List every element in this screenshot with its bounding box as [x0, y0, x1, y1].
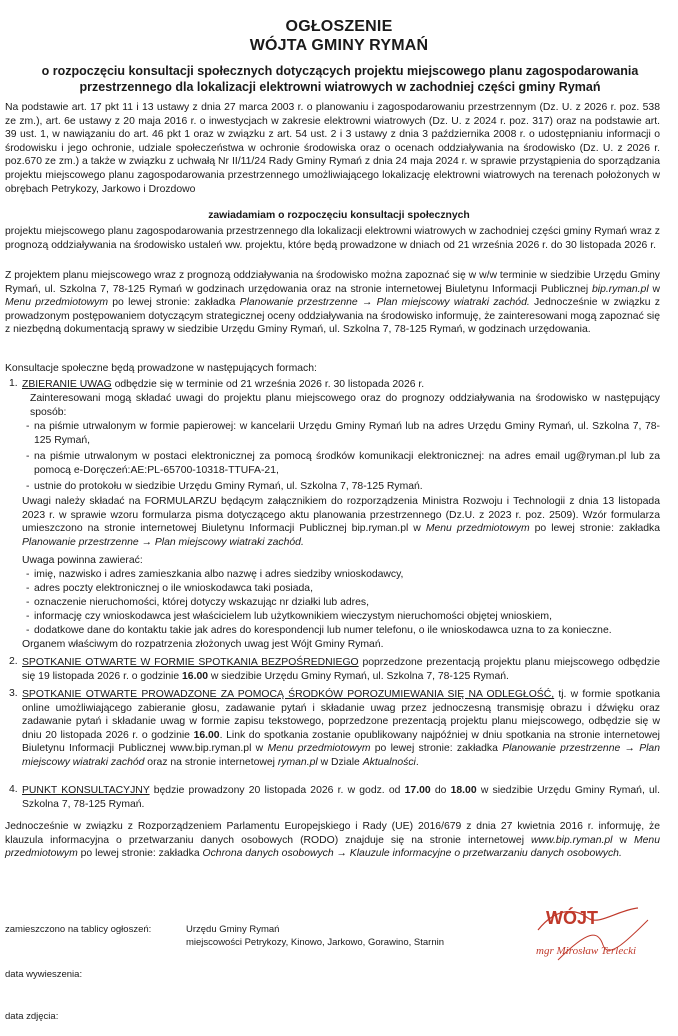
- placed-villages: miejscowości Petrykozy, Kinowo, Jarkowo, Gorawino, Starnin: [186, 937, 445, 948]
- mayor-signature-stamp: [528, 900, 678, 970]
- must-contain-label: Uwaga powinna zawierać:: [22, 555, 143, 566]
- item-4-number: 4.: [9, 784, 18, 795]
- item-4-text: PUNKT KONSULTACYJNY będzie prowadzony 20 listopada 2026 r. w godz. od 17.00 do 18.00 w siedzibie Urzędu Gminy Rymań, ul. Szkolna 7, 78-125 Rymań.: [22, 785, 660, 810]
- bullet-dash: -: [26, 569, 30, 580]
- way-electronic: na piśmie utrwalonym w postaci elektronicznej za pomocą środków komunikacji elektronicznej: na adres email ug@ryman.pl lub za pomocą e-Doręczeń:AE:PL-65700-10318-TTUFA-21,: [34, 451, 660, 476]
- access-paragraph: Z projektem planu miejscowego wraz z prognozą oddziaływania na środowisko można zapoznać się w w/w terminie w siedzibie Urzędu Gminy Rymań, ul. Szkolna 7, 78-125 Rymań w godzinach urzędowania oraz na stronie internetowej Biuletynu Informacji Publicznej bip.ryman.pl w Menu przedmiotowym po lewej stronie: zakładka Planowanie przestrzenne → Plan miejscowy wiatraki zachód. Jednocześnie w związku z prowadzonym postępowaniem dotyczącym strategicznej oceny oddziaływania na środowisko informuję, że zainteresowani mogą zapoznać się z niezbędną dokumentacją sprawy w siedzibie Urzędu Gminy Rymań, ul. Szkolna 7, 78-125 Rymań, w godzinach urzędowania.: [5, 270, 660, 336]
- item-3-number: 3.: [9, 688, 18, 699]
- stamp-title: WÓJT: [546, 908, 598, 928]
- project-paragraph: projektu miejscowego planu zagospodarowania przestrzennego dla lokalizacji elektrowni wiatrowych w zachodniej części gminy Rymań wraz z prognozą oddziaływania na środowisko ustaleń ww. projektu, które będą prowadzone w dniach od 21 września 2026 r. do 30 listopada 2026 r.: [5, 226, 660, 251]
- placed-office: Urzędu Gminy Rymań: [186, 924, 280, 935]
- field-email: adres poczty elektronicznej o ile wnioskodawca taki posiada,: [34, 583, 313, 594]
- competent-authority: Organem właściwym do rozpatrzenia złożonych uwag jest Wójt Gminy Rymań.: [22, 639, 384, 650]
- item-2-number: 2.: [9, 656, 18, 667]
- title-announcement: OGŁOSZENIE: [285, 18, 393, 35]
- item-2-text: SPOTKANIE OTWARTE W FORMIE SPOTKANIA BEZPOŚREDNIEGO poprzedzone prezentacją projektu planu miejscowego odbędzie się 19 listopada 2026 r. o godzinie 16.00 w siedzibie Urzędu Gminy Rymań, ul. Szkolna 7, 78-125 Rymań.: [22, 657, 660, 682]
- bullet-dash: -: [26, 421, 30, 432]
- bullet-dash: -: [26, 481, 30, 492]
- bullet-dash: -: [26, 611, 30, 622]
- rodo-paragraph: Jednocześnie w związku z Rozporządzeniem Parlamentu Europejskiego i Rady (UE) 2016/679 z dnia 27 kwietnia 2016 r. informuję, że klauzula informacyjna o przetwarzaniu danych osobowych (RODO) znajduje się na stronie internetowej www.bip.ryman.pl w Menu przedmiotowym po lewej stronie: zakładka Ochrona danych osobowych → Klauzule informacyjne o przetwarzaniu danych osobowych.: [5, 821, 660, 860]
- item-1-heading: ZBIERANIE UWAG odbędzie się w terminie od 21 września 2026 r. 30 listopada 2026 r.: [22, 379, 425, 390]
- way-paper: na piśmie utrwalonym w formie papierowej: w kancelarii Urzędu Gminy Rymań lub na adres Urzędu Gminy Rymań, ul. Szkolna 7, 78-125 Rymań,: [34, 421, 660, 446]
- bullet-dash: -: [26, 625, 30, 636]
- field-name: imię, nazwisko i adres zamieszkania albo nazwę i adres siedziby wnioskodawcy,: [34, 569, 404, 580]
- field-property: oznaczenie nieruchomości, której dotyczy wskazując nr działki lub adres,: [34, 597, 369, 608]
- item-1-lead: Zainteresowani mogą składać uwagi do projektu planu miejscowego oraz do prognozy oddziaływania na środowisko w następujący sposób:: [30, 393, 660, 418]
- subtitle-line-2: przestrzennego dla lokalizacji elektrowni wiatrowych w zachodniej części gminy Rymań: [79, 80, 601, 94]
- date-removed-label: data zdjęcia:: [5, 1011, 59, 1022]
- title-mayor: WÓJTA GMINY RYMAŃ: [249, 37, 429, 54]
- legal-basis-paragraph: Na podstawie art. 17 pkt 11 i 13 ustawy z dnia 27 marca 2003 r. o planowaniu i zagospodarowaniu przestrzennym (Dz. U. z 2026 r. poz. 538 ze zm.), art. 6e ustawy z 20 maja 2016 r. o inwestycjach w zakresie elektrowni wiatrowych (Dz. U. z 2024 r. poz. 317) oraz na podstawie art. 39 ust. 1, w nawiązaniu do art. 46 pkt 1 oraz w związku z art. 54 ust. 2 i 3 ustawy z dnia 3 października 2008 r. o udostępnianiu informacji o środowisku i jego ochronie, udziale społeczeństwa w ochronie środowiska oraz o ocenach oddziaływania na środowisko (Dz. U. z 2026 r. poz.670 ze zm.) a także w związku z uchwałą Nr II/11/24 Rady Gminy Rymań z dnia 24 maja 2024 r. w sprawie przystąpienia do sporządzania projektu miejscowego planu zagospodarowania przestrzennego umożliwiającego lokalizację elektrowni wiatrowych na terenach położonych w obrębach Petrykozy, Jarkowo i Drozdowo: [5, 102, 660, 195]
- placed-on-board-label: zamieszczono na tablicy ogłoszeń:: [5, 924, 152, 935]
- field-contact: dodatkowe dane do kontaktu takie jak adres do korespondencji lub numer telefonu, o ile wnioskodawca uzna to za konieczne.: [34, 625, 612, 636]
- announce-heading: zawiadamiam o rozpoczęciu konsultacji społecznych: [208, 210, 470, 221]
- subtitle-line-1: o rozpoczęciu konsultacji społecznych dotyczących projektu miejscowego planu zagospodarowania: [41, 64, 639, 78]
- field-ownership: informację czy wnioskodawca jest właścicielem lub użytkownikiem wieczystym nieruchomości objętej wnioskiem,: [34, 611, 552, 622]
- item-1-number: 1.: [9, 378, 18, 389]
- date-posted-label: data wywieszenia:: [5, 969, 83, 980]
- forms-intro: Konsultacje społeczne będą prowadzone w następujących formach:: [5, 363, 317, 374]
- way-oral: ustnie do protokołu w siedzibie Urzędu Gminy Rymań, ul. Szkolna 7, 78-125 Rymań.: [34, 481, 423, 492]
- stamp-name: mgr Mirosław Terlecki: [536, 945, 637, 957]
- bullet-dash: -: [26, 597, 30, 608]
- bullet-dash: -: [26, 451, 30, 462]
- form-paragraph: Uwagi należy składać na FORMULARZU będącym załącznikiem do rozporządzenia Ministra Rozwoju i Technologii z dnia 13 listopada 2023 r. w sprawie wzoru formularza pisma dotyczącego aktu planowania przestrzennego (Dz.U. z 2023 r. poz. 2509). Wzór formularza umieszczono na stronie internetowej Biuletynu Informacji Publicznej bip.ryman.pl w Menu przedmiotowym po lewej stronie: zakładka Planowanie przestrzenne → Plan miejscowy wiatraki zachód.: [22, 496, 660, 548]
- bullet-dash: -: [26, 583, 30, 594]
- item-3-text: SPOTKANIE OTWARTE PROWADZONE ZA POMOCĄ ŚRODKÓW POROZUMIEWANIA SIĘ NA ODLEGŁOŚĆ, tj. w formie spotkania online umożliwiającego zabieranie głosu, zadawanie pytań i składanie uwag przez jednoczesną transmisję obrazu i dźwięku oraz zadawanie pytań i składanie uwag w formie zapisu tekstowego, poprzedzone prezentacją projektu planu miejscowego, odbędzie się w dniu 20 listopada 2026 r. o godzinie 16.00. Link do spotkania zostanie opublikowany najpóźniej w dniu spotkania na stronie internetowej Biuletynu Informacji Publicznej www.bip.ryman.pl w Menu przedmiotowym po lewej stronie: zakładka Planowanie przestrzenne → Plan miejscowy wiatraki zachód oraz na stronie internetowej ryman.pl w Dziale Aktualności.: [22, 689, 661, 768]
